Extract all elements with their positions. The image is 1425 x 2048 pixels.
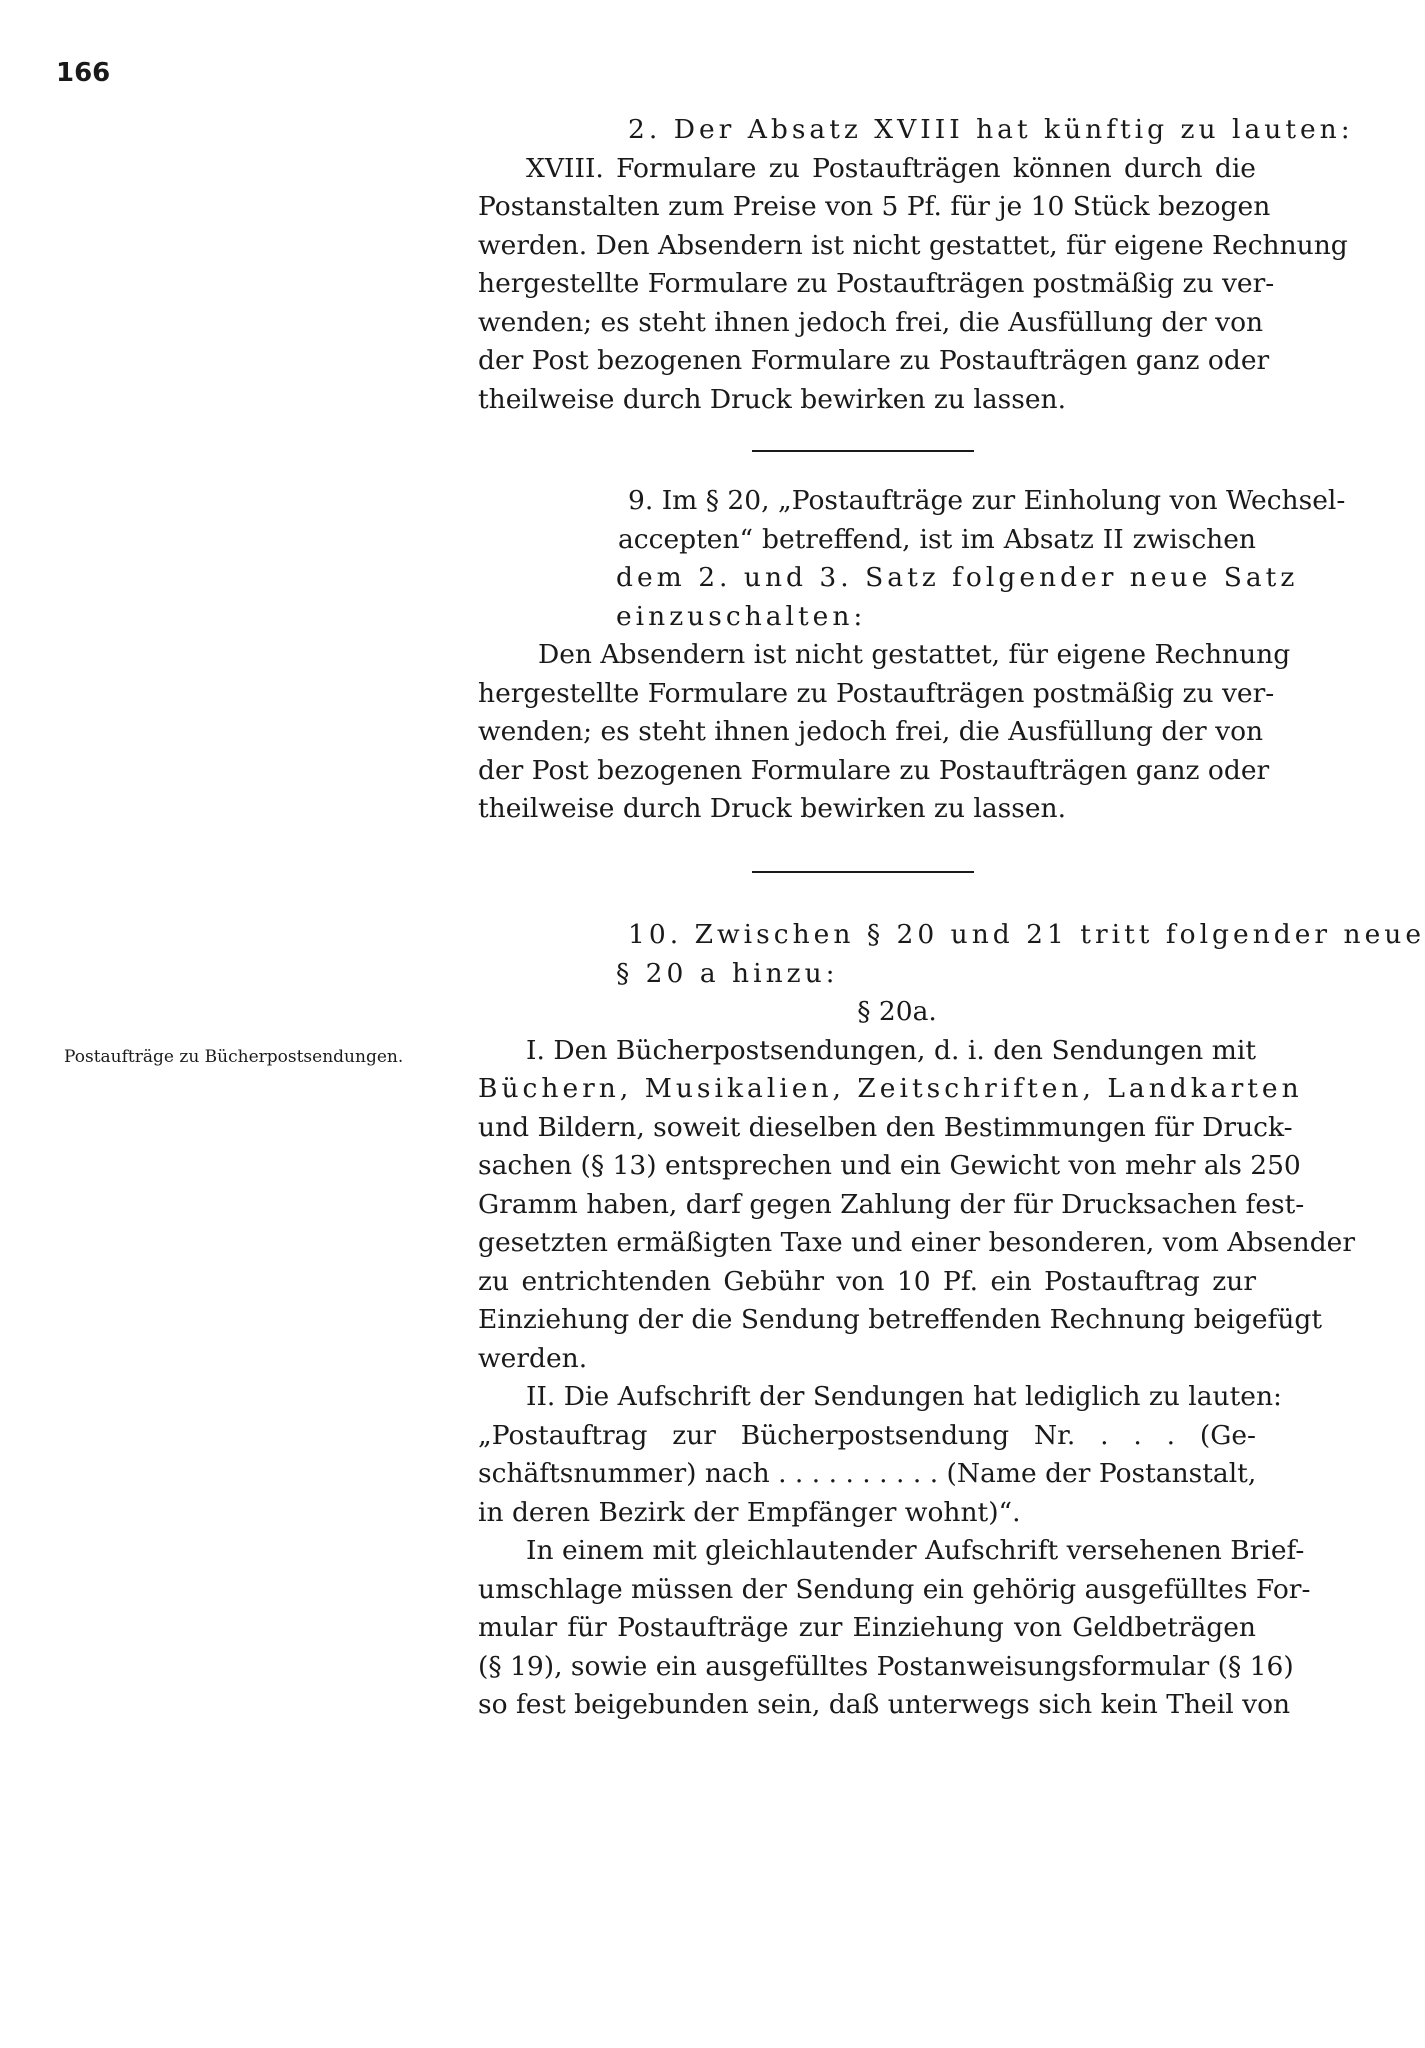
text-line: 9. Im § 20, „Postaufträge zur Einholung von Wechsel- — [628, 485, 1346, 516]
text-line: 10. Zwischen § 20 und 21 tritt folgender neue — [628, 919, 1425, 950]
text-line: der Post bezogenen Formulare zu Postaufträgen ganz oder — [478, 345, 1270, 376]
text-line: werden. — [478, 1342, 588, 1374]
text-line: § 20 a hinzu: — [616, 957, 839, 989]
text-line: sachen (§ 13) entsprechen und ein Gewicht von mehr als 250 — [478, 1150, 1301, 1181]
text-line: I. Den Bücherpostsendungen, d. i. den Sendungen mit — [526, 1034, 1256, 1066]
text-line: dem 2. und 3. Satz folgender neue Satz — [616, 562, 1299, 593]
text-line: Büchern, Musikalien, Zeitschriften, Landkarten — [478, 1073, 1303, 1104]
text-line: 2. Der Absatz XVIII hat künftig zu lauten: — [628, 114, 1354, 145]
section-9 — [478, 482, 1346, 829]
section-10 — [478, 916, 1425, 1725]
text-line: einzuschalten: — [616, 600, 867, 632]
text-line: accepten“ betreffend, ist im Absatz II zwischen — [618, 523, 1256, 555]
section-8 — [478, 111, 1354, 419]
text-line: Den Absendern ist nicht gestattet, für eigene Rechnung — [538, 639, 1291, 670]
section-divider — [752, 450, 974, 452]
text-line: theilweise durch Druck bewirken zu lassen. — [478, 793, 1067, 824]
page-number: 166 — [56, 58, 111, 88]
text-line: so fest beigebunden sein, daß unterwegs sich kein Theil von — [478, 1689, 1291, 1720]
paragraph-heading: § 20a. — [857, 996, 937, 1027]
text-line: theilweise durch Druck bewirken zu lassen. — [478, 383, 1067, 415]
text-line: gesetzten ermäßigten Taxe und einer besonderen, vom Absender — [478, 1227, 1356, 1258]
text-line: Einziehung der die Sendung betreffenden Rechnung beigefügt — [478, 1304, 1323, 1335]
text-line: und Bildern, soweit dieselben den Bestimmungen für Druck- — [478, 1111, 1293, 1143]
text-line: hergestellte Formulare zu Postaufträgen postmäßig zu ver- — [478, 268, 1275, 299]
text-line: mular für Postaufträge zur Einziehung von Geldbeträgen — [478, 1612, 1256, 1643]
text-line: umschlage müssen der Sendung ein gehörig ausgefülltes For- — [478, 1573, 1311, 1605]
text-line: wenden; es steht ihnen jedoch frei, die Ausfüllung der von — [478, 306, 1264, 338]
text-line: II. Die Aufschrift der Sendungen hat lediglich zu lauten: — [526, 1381, 1282, 1412]
text-line: XVIII. Formulare zu Postaufträgen können durch die — [526, 152, 1256, 184]
text-line: „Postauftrag zur Bücherpostsendung Nr. . . . (Ge- — [478, 1419, 1256, 1451]
text-line: Gramm haben, darf gegen Zahlung der für Drucksachen fest- — [478, 1188, 1305, 1220]
section-divider — [752, 871, 974, 873]
text-line: Postanstalten zum Preise von 5 Pf. für je 10 Stück bezogen — [478, 191, 1271, 222]
text-line: schäftsnummer) nach . . . . . . . . . . (Name der Postanstalt, — [478, 1458, 1257, 1489]
text-line: werden. Den Absendern ist nicht gestattet, für eigene Rechnung — [478, 229, 1348, 261]
margin-note: Postaufträge zu Bücherpostsendungen. — [64, 1047, 404, 1067]
text-line: In einem mit gleichlautender Aufschrift versehenen Brief- — [526, 1535, 1305, 1566]
text-line: wenden; es steht ihnen jedoch frei, die Ausfüllung der von — [478, 716, 1264, 747]
text-line: (§ 19), sowie ein ausgefülltes Postanweisungsformular (§ 16) — [478, 1650, 1294, 1682]
text-line: in deren Bezirk der Empfänger wohnt)“. — [478, 1496, 1021, 1528]
text-line: hergestellte Formulare zu Postaufträgen postmäßig zu ver- — [478, 677, 1275, 709]
text-line: zu entrichtenden Gebühr von 10 Pf. ein Postauftrag zur — [478, 1265, 1256, 1297]
text-line: der Post bezogenen Formulare zu Postaufträgen ganz oder — [478, 754, 1270, 786]
